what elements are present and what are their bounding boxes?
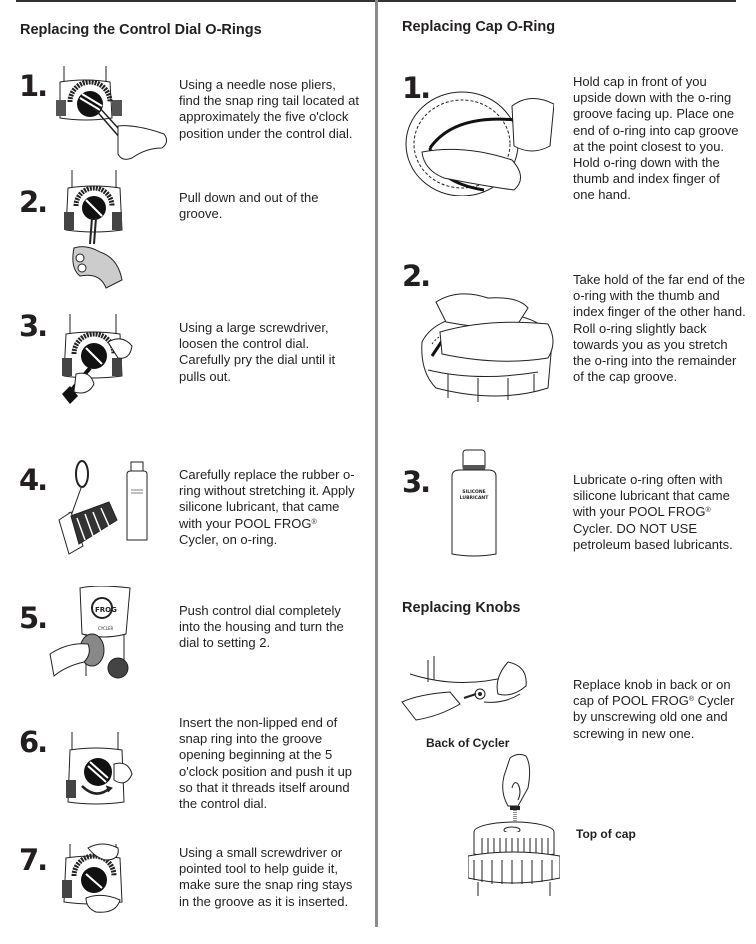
screwdriver-on-dial-illustration xyxy=(60,312,140,412)
step-number: 6. xyxy=(19,725,47,759)
step-number: 2. xyxy=(19,185,47,219)
section-title-control-dial: Replacing the Control Dial O-Rings xyxy=(20,22,262,38)
svg-text:CYCLER: CYCLER xyxy=(98,626,114,631)
step-text: Using a small screwdriver or pointed tool to help guide it, make sure the snap ring stays in the groove as it is inserted. xyxy=(179,845,353,909)
thread-snap-ring-illustration xyxy=(66,730,136,810)
hold-cap-illustration xyxy=(404,86,554,196)
top-of-cap-illustration xyxy=(468,752,560,896)
knobs-text: Replace knob in back or on cap of POOL FROG® Cycler by unscrewing old one and screwing in new one. xyxy=(573,677,735,741)
step-number: 2. xyxy=(402,259,430,293)
step-text: Using a large screwdriver, loosen the control dial. Carefully pry the dial until it pulls out. xyxy=(179,320,336,384)
step-number: 4. xyxy=(19,463,47,497)
guide-snap-ring-illustration xyxy=(62,842,132,916)
push-dial-into-housing-illustration xyxy=(48,586,138,684)
svg-text:FROG: FROG xyxy=(95,606,117,614)
lubricant-bottle-illustration xyxy=(450,448,500,558)
back-of-cycler-caption: Back of Cycler xyxy=(426,736,510,750)
column-divider xyxy=(375,0,378,927)
step-text: Lubricate o-ring often with silicone lubricant that came with your POOL FROG® Cycler. DO NOT USE petroleum based lubricants. xyxy=(573,472,733,552)
step-text: Push control dial completely into the housing and turn the dial to setting 2. xyxy=(179,603,344,651)
step-text: Pull down and out of the groove. xyxy=(179,190,319,222)
step-number: 1. xyxy=(402,71,430,105)
step-text: Hold cap in front of you upside down with the o-ring groove facing up. Place one end of o-ring into cap groove at the point closest to you. Hold o-ring down with the thumb and index finger of one hand. xyxy=(573,74,739,203)
pliers-on-dial-illustration xyxy=(56,64,176,168)
step-text: Insert the non-lipped end of snap ring into the groove opening beginning at the 5 o'clock position and push it up so that it threads itself around the control dial. xyxy=(179,715,353,812)
step-number: 3. xyxy=(19,309,47,343)
svg-text:SILICONE: SILICONE xyxy=(462,490,486,495)
o-ring-and-lubricant-illustration xyxy=(55,460,155,560)
step-text: Using a needle nose pliers, find the snap ring tail located at approximately the five o'clock position under the control dial. xyxy=(179,77,359,141)
back-of-cycler-illustration xyxy=(400,654,530,736)
step-text: Carefully replace the rubber o-ring without stretching it. Apply silicone lubricant, that came with your POOL FROG® Cycler, on o-ring. xyxy=(179,467,355,547)
svg-text:LUBRICANT: LUBRICANT xyxy=(459,496,489,501)
step-number: 5. xyxy=(19,601,47,635)
step-text: Take hold of the far end of the o-ring with the thumb and index finger of the other hand. Roll o-ring slightly back towards you as you stretch the o-ring into the remainder of the cap groove. xyxy=(573,272,746,385)
section-title-cap-o-ring: Replacing Cap O-Ring xyxy=(402,19,556,35)
step-number: 3. xyxy=(402,465,430,499)
top-of-cap-caption: Top of cap xyxy=(576,827,636,841)
stretch-o-ring-illustration xyxy=(418,292,568,404)
step-number: 7. xyxy=(19,843,47,877)
step-number: 1. xyxy=(19,69,47,103)
pull-snap-ring-illustration xyxy=(60,168,126,290)
section-title-knobs: Replacing Knobs xyxy=(402,600,521,616)
